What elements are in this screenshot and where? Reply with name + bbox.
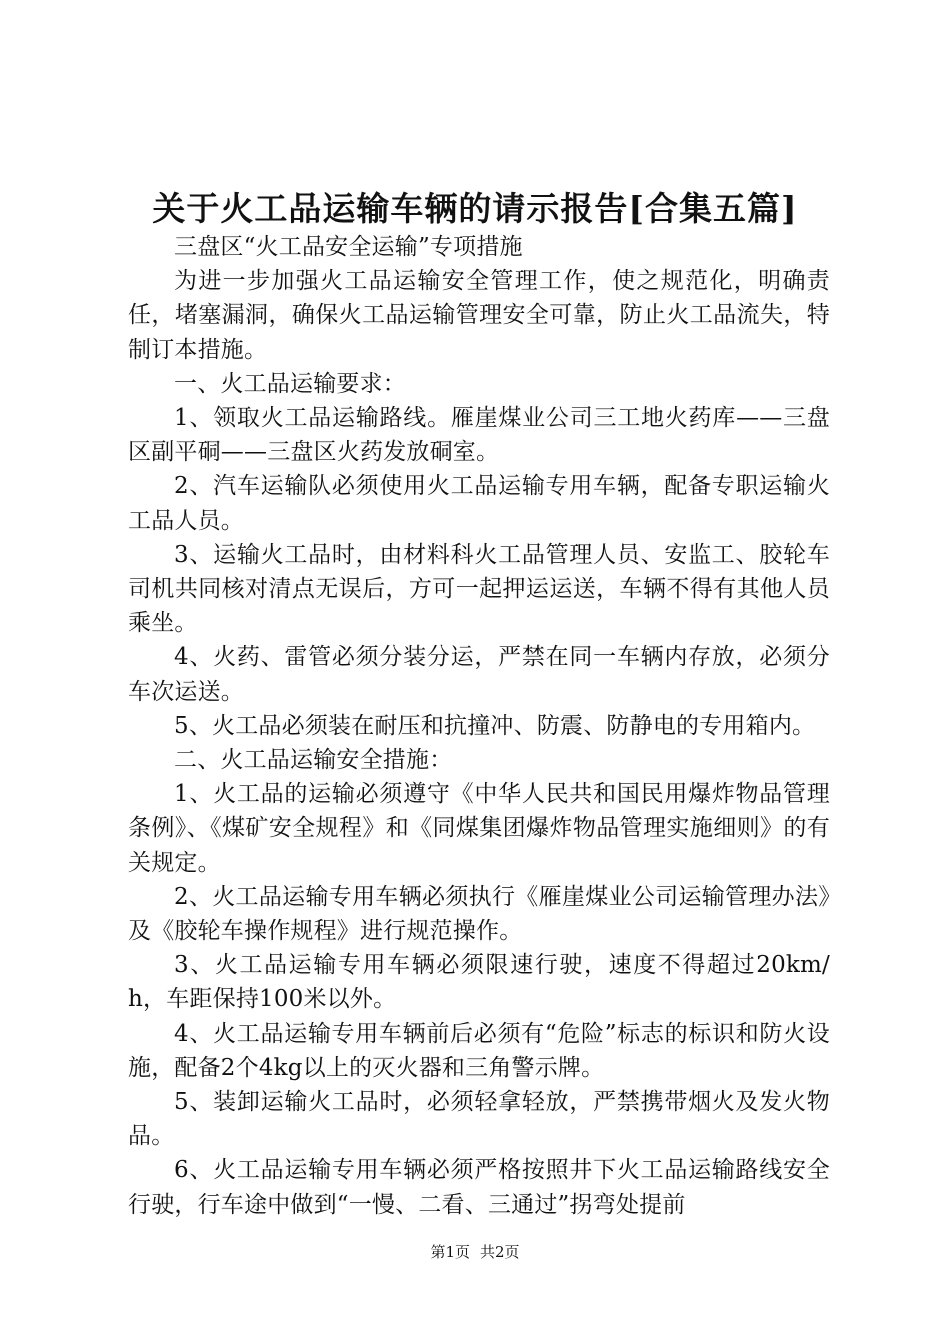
- document-body: [128, 230, 830, 1222]
- page-total: 共2页: [480, 1243, 520, 1261]
- paragraph: 1、火工品的运输必须遵守《中华人民共和国民用爆炸物品管理条例》、《煤矿安全规程》和《同煤集团爆炸物品管理实施细则》的有关规定。: [128, 781, 830, 876]
- paragraph: 为进一步加强火工品运输安全管理工作，使之规范化，明确责任，堵塞漏洞，确保火工品运输管理安全可靠，防止火工品流失，特制订本措施。: [128, 268, 830, 363]
- document-title: 关于火工品运输车辆的请示报告[合集五篇]: [152, 189, 798, 228]
- paragraph: 4、火药、雷管必须分装分运，严禁在同一车辆内存放，必须分车次运送。: [128, 644, 830, 705]
- paragraph: 3、火工品运输专用车辆必须限速行驶，速度不得超过20km/h，车距保持100米以外。: [128, 952, 830, 1013]
- paragraph: 6、火工品运输专用车辆必须严格按照井下火工品运输路线安全行驶，行车途中做到“一慢、二看、三通过”拐弯处提前: [128, 1157, 830, 1218]
- page-number: 第1页: [430, 1243, 470, 1261]
- paragraph: 4、火工品运输专用车辆前后必须有“危险”标志的标识和防火设施，配备2个4kg以上的灭火器和三角警示牌。: [128, 1020, 830, 1081]
- paragraph: 5、装卸运输火工品时，必须轻拿轻放，严禁携带烟火及发火物品。: [128, 1089, 830, 1150]
- paragraph: 2、汽车运输队必须使用火工品运输专用车辆，配备专职运输火工品人员。: [128, 473, 830, 534]
- paragraph: 3、运输火工品时，由材料科火工品管理人员、安监工、胶轮车司机共同核对清点无误后，方可一起押运运送，车辆不得有其他人员乘坐。: [128, 541, 830, 637]
- paragraph: 1、领取火工品运输路线。雁崖煤业公司三工地火药库——三盘区副平硐——三盘区火药发放硐室。: [128, 405, 830, 466]
- page-footer: [0, 1242, 950, 1262]
- paragraph: 5、火工品必须装在耐压和抗撞冲、防震、防静电的专用箱内。: [174, 712, 816, 739]
- paragraph: 2、火工品运输专用车辆必须执行《雁崖煤业公司运输管理办法》及《胶轮车操作规程》进行规范操作。: [128, 883, 830, 945]
- paragraph-subtitle: 三盘区“火工品安全运输”专项措施: [174, 234, 523, 260]
- section-heading: 一、火工品运输要求：: [174, 370, 406, 397]
- section-heading: 二、火工品运输安全措施：: [174, 747, 453, 774]
